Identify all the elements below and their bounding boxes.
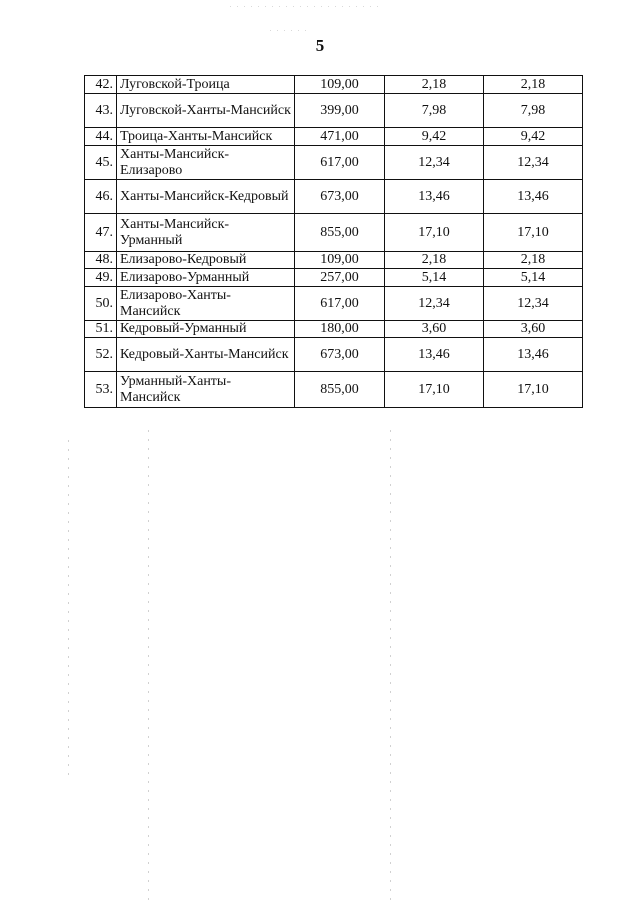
route-name: Кедровый-Ханты-Мансийск bbox=[117, 338, 295, 372]
price-cell-2: 13,46 bbox=[484, 338, 583, 372]
distance-cell: 617,00 bbox=[295, 146, 385, 180]
row-number: 51. bbox=[85, 321, 117, 338]
route-name: Ханты-Мансийск-Елизарово bbox=[117, 146, 295, 180]
price-cell-2: 2,18 bbox=[484, 76, 583, 94]
distance-cell: 855,00 bbox=[295, 214, 385, 252]
table-row bbox=[85, 338, 583, 372]
table-row bbox=[85, 287, 583, 321]
price-cell: 5,14 bbox=[385, 269, 484, 287]
distance-cell: 673,00 bbox=[295, 338, 385, 372]
table-row bbox=[85, 128, 583, 146]
price-cell-2: 17,10 bbox=[484, 372, 583, 408]
scan-artifact bbox=[390, 430, 391, 900]
row-number: 49. bbox=[85, 269, 117, 287]
table-row bbox=[85, 214, 583, 252]
distance-cell: 257,00 bbox=[295, 269, 385, 287]
row-number: 46. bbox=[85, 180, 117, 214]
price-cell: 2,18 bbox=[385, 76, 484, 94]
price-cell: 9,42 bbox=[385, 128, 484, 146]
price-cell-2: 12,34 bbox=[484, 146, 583, 180]
price-cell: 17,10 bbox=[385, 372, 484, 408]
row-number: 45. bbox=[85, 146, 117, 180]
price-cell-2: 9,42 bbox=[484, 128, 583, 146]
table-row bbox=[85, 180, 583, 214]
price-cell-2: 2,18 bbox=[484, 252, 583, 269]
table-row bbox=[85, 146, 583, 180]
page-number: 5 bbox=[315, 36, 325, 55]
row-number: 47. bbox=[85, 214, 117, 252]
route-name: Кедровый-Урманный bbox=[117, 321, 295, 338]
table-row bbox=[85, 94, 583, 128]
table-row bbox=[85, 321, 583, 338]
price-cell: 17,10 bbox=[385, 214, 484, 252]
row-number: 53. bbox=[85, 372, 117, 408]
row-number: 48. bbox=[85, 252, 117, 269]
distance-cell: 673,00 bbox=[295, 180, 385, 214]
row-number: 50. bbox=[85, 287, 117, 321]
table-row bbox=[85, 252, 583, 269]
row-number: 52. bbox=[85, 338, 117, 372]
route-tariff-table bbox=[84, 75, 583, 408]
table-row bbox=[85, 372, 583, 408]
route-name: Елизарово-Урманный bbox=[117, 269, 295, 287]
price-cell: 12,34 bbox=[385, 146, 484, 180]
route-name: Луговской-Ханты-Мансийск bbox=[117, 94, 295, 128]
route-name: Елизарово-Ханты-Мансийск bbox=[117, 287, 295, 321]
route-name: Ханты-Мансийск-Урманный bbox=[117, 214, 295, 252]
scan-artifact bbox=[68, 440, 69, 780]
price-cell: 2,18 bbox=[385, 252, 484, 269]
price-cell: 13,46 bbox=[385, 180, 484, 214]
row-number: 44. bbox=[85, 128, 117, 146]
distance-cell: 109,00 bbox=[295, 76, 385, 94]
price-cell: 3,60 bbox=[385, 321, 484, 338]
route-name: Урманный-Ханты-Мансийск bbox=[117, 372, 295, 408]
row-number: 43. bbox=[85, 94, 117, 128]
route-name: Луговской-Троица bbox=[117, 76, 295, 94]
price-cell-2: 13,46 bbox=[484, 180, 583, 214]
distance-cell: 180,00 bbox=[295, 321, 385, 338]
row-number: 42. bbox=[85, 76, 117, 94]
price-cell-2: 7,98 bbox=[484, 94, 583, 128]
table-row bbox=[85, 269, 583, 287]
price-cell-2: 12,34 bbox=[484, 287, 583, 321]
scan-artifact bbox=[270, 30, 310, 31]
price-cell: 13,46 bbox=[385, 338, 484, 372]
table-row bbox=[85, 76, 583, 94]
price-cell-2: 5,14 bbox=[484, 269, 583, 287]
distance-cell: 471,00 bbox=[295, 128, 385, 146]
scan-artifact bbox=[230, 6, 380, 7]
price-cell-2: 3,60 bbox=[484, 321, 583, 338]
distance-cell: 109,00 bbox=[295, 252, 385, 269]
distance-cell: 617,00 bbox=[295, 287, 385, 321]
route-name: Ханты-Мансийск-Кедровый bbox=[117, 180, 295, 214]
route-name: Елизарово-Кедровый bbox=[117, 252, 295, 269]
price-cell: 12,34 bbox=[385, 287, 484, 321]
route-name: Троица-Ханты-Мансийск bbox=[117, 128, 295, 146]
scan-artifact bbox=[148, 430, 149, 900]
price-cell-2: 17,10 bbox=[484, 214, 583, 252]
distance-cell: 399,00 bbox=[295, 94, 385, 128]
distance-cell: 855,00 bbox=[295, 372, 385, 408]
price-cell: 7,98 bbox=[385, 94, 484, 128]
